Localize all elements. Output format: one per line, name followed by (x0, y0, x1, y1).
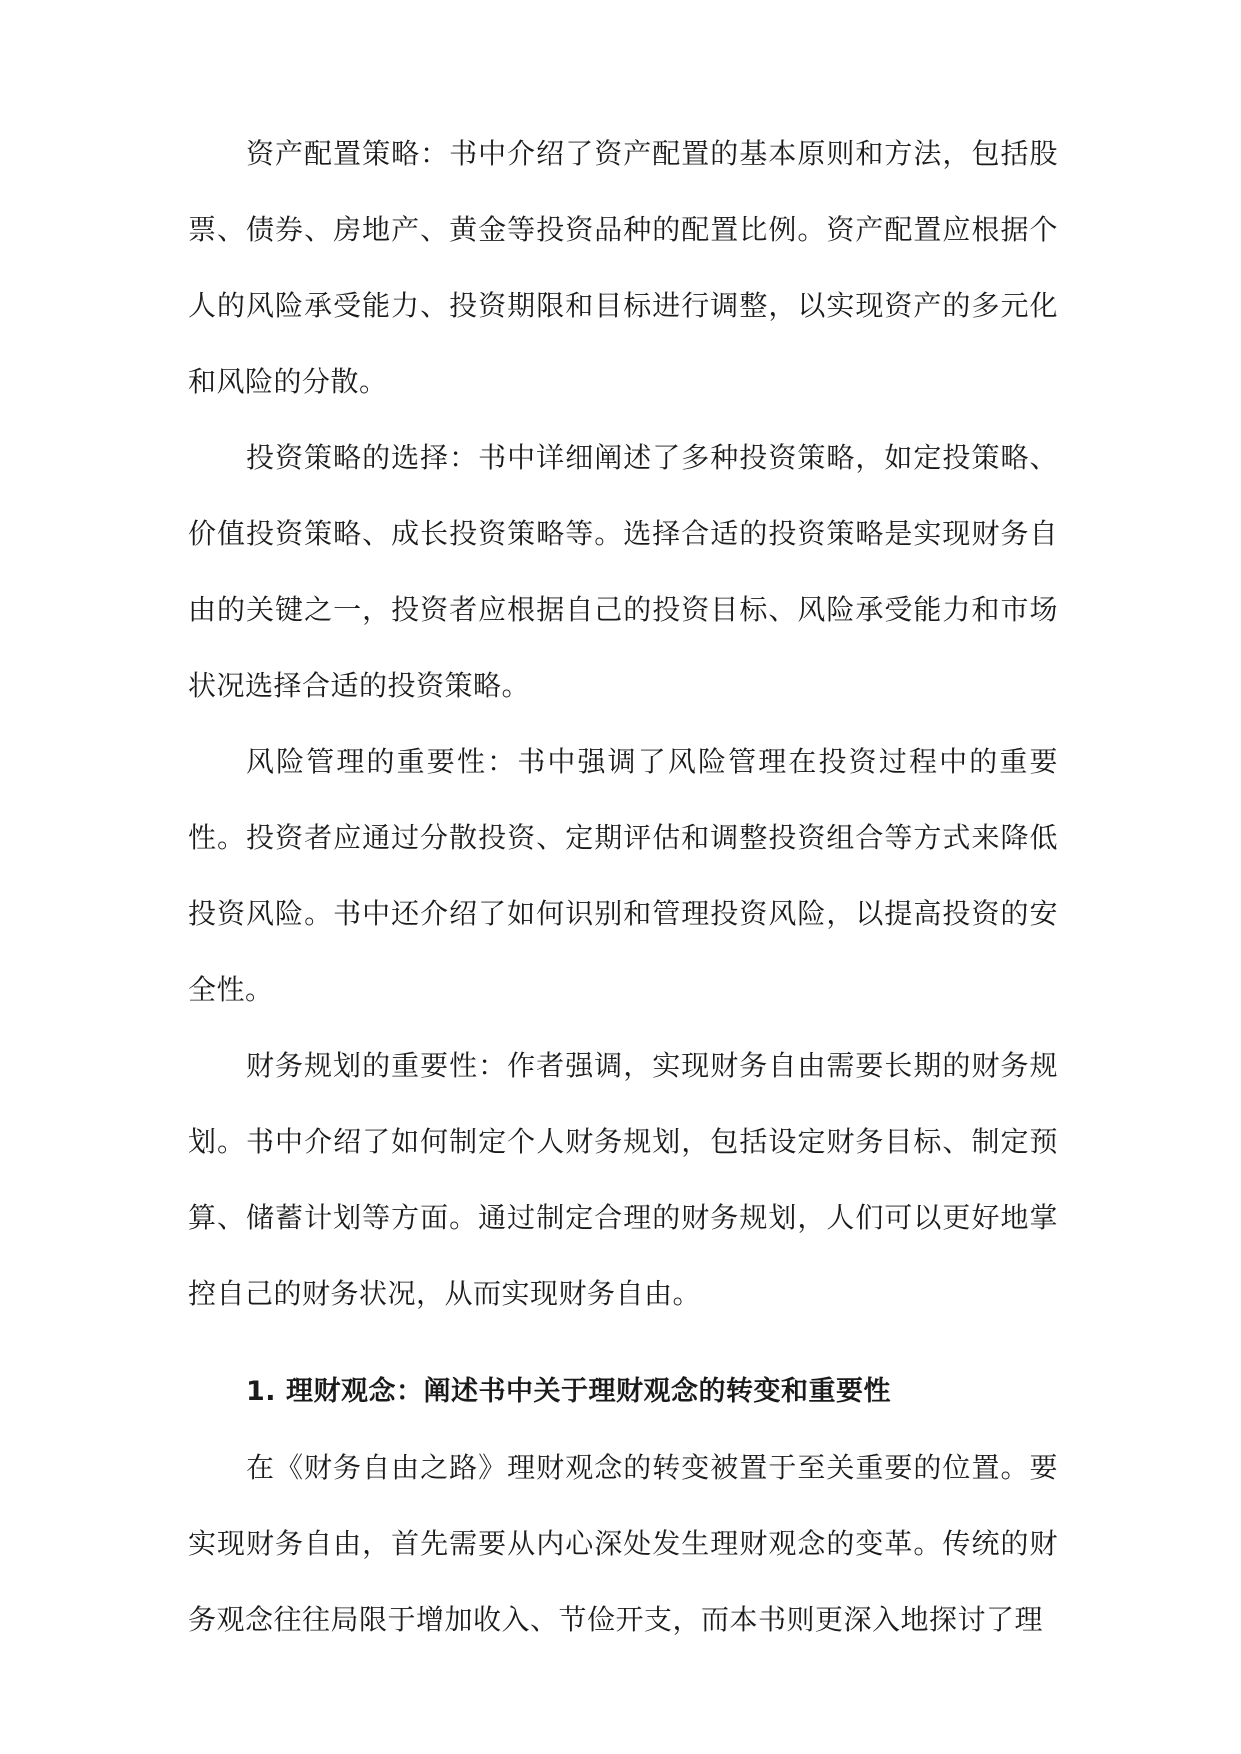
document-body (188, 116, 1058, 1658)
section-heading: 1. 理财观念：阐述书中关于理财观念的转变和重要性 (246, 1376, 891, 1407)
paragraph-risk-management: 风险管理的重要性：书中强调了风险管理在投资过程中的重要性。投资者应通过分散投资、定期评估和调整投资组合等方式来降低投资风险。书中还介绍了如何识别和管理投资风险，以提高投资的安全性。 (188, 745, 1058, 1006)
paragraph-asset-allocation: 资产配置策略：书中介绍了资产配置的基本原则和方法，包括股票、债券、房地产、黄金等投资品种的配置比例。资产配置应根据个人的风险承受能力、投资期限和目标进行调整，以实现资产的多元化和风险的分散。 (188, 137, 1058, 398)
paragraph-investment-strategy: 投资策略的选择：书中详细阐述了多种投资策略，如定投策略、价值投资策略、成长投资策略等。选择合适的投资策略是实现财务自由的关键之一，投资者应根据自己的投资目标、风险承受能力和市场状况选择合适的投资策略。 (188, 441, 1058, 702)
section-spacer (188, 1332, 1058, 1354)
paragraph-financial-planning: 财务规划的重要性：作者强调，实现财务自由需要长期的财务规划。书中介绍了如何制定个人财务规划，包括设定财务目标、制定预算、储蓄计划等方面。通过制定合理的财务规划，人们可以更好地掌控自己的财务状况，从而实现财务自由。 (188, 1049, 1058, 1310)
paragraph-financial-mindset: 在《财务自由之路》理财观念的转变被置于至关重要的位置。要实现财务自由，首先需要从内心深处发生理财观念的变革。传统的财务观念往往局限于增加收入、节俭开支，而本书则更深入地探讨了理 (188, 1451, 1058, 1636)
